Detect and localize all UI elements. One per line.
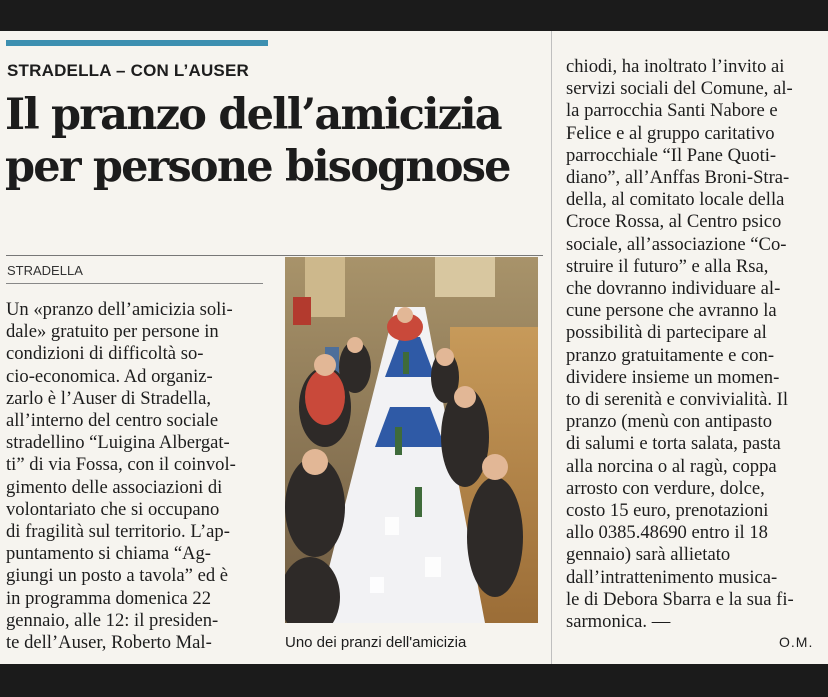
body-text-line: to di serenità e convivialità. Il bbox=[566, 389, 789, 411]
body-text-line: in programma domenica 22 bbox=[6, 587, 211, 609]
accent-rule bbox=[6, 40, 268, 46]
body-text-line: arrosto con verdure, dolce, bbox=[566, 477, 765, 499]
body-text-line: stradellino “Luigina Albergat- bbox=[6, 432, 230, 454]
body-text-line: della, al comitato locale della bbox=[566, 189, 785, 211]
body-text-line: pranzo gratuitamente e con- bbox=[566, 344, 775, 366]
column-divider bbox=[551, 31, 552, 664]
body-text-line: te dell’Auser, Roberto Mal- bbox=[6, 632, 212, 654]
body-text-line: volontariato che si occupano bbox=[6, 498, 220, 520]
body-text-line: condizioni di difficoltà so- bbox=[6, 343, 204, 365]
author-signature: O.M. bbox=[779, 634, 814, 650]
body-text-line: gennaio, alle 12: il presiden- bbox=[6, 609, 219, 631]
body-text-line: la parrocchia Santi Nabore e bbox=[566, 100, 778, 122]
body-text-line: ti” di via Fossa, con il coinvol- bbox=[6, 454, 236, 476]
article-body-left bbox=[6, 299, 266, 654]
body-text-line: Felice e al gruppo caritativo bbox=[566, 122, 775, 144]
body-text-line: di fragilità sul territorio. L’ap- bbox=[6, 521, 230, 543]
body-text-line: servizi sociali del Comune, al- bbox=[566, 78, 793, 100]
body-text-line: allo 0385.48690 entro il 18 bbox=[566, 522, 768, 544]
body-text-line: sociale, all’associazione “Co- bbox=[566, 233, 787, 255]
body-text-line: che dovranno individuare al- bbox=[566, 278, 781, 300]
divider bbox=[6, 255, 543, 256]
section-kicker: STRADELLA – CON L’AUSER bbox=[7, 61, 249, 80]
headline bbox=[5, 89, 545, 193]
body-text-line: cune persone che avranno la bbox=[566, 300, 777, 322]
headline-line: per persone bisognose bbox=[5, 142, 510, 192]
body-text-line: all’interno del centro sociale bbox=[6, 410, 219, 432]
headline-line: Il pranzo dell’amicizia bbox=[5, 90, 501, 140]
divider bbox=[6, 283, 263, 284]
body-text-line: dividere insieme un momen- bbox=[566, 366, 780, 388]
article-body-right bbox=[566, 56, 818, 633]
body-text-line: cio-economica. Ad organiz- bbox=[6, 365, 213, 387]
body-text-line: di salumi e torta salata, pasta bbox=[566, 433, 781, 455]
body-text-line: struire il futuro” e alla Rsa, bbox=[566, 255, 769, 277]
dining-hall-photo bbox=[285, 257, 538, 623]
body-text-line: dall’intrattenimento musica- bbox=[566, 566, 778, 588]
body-text-line: diano”, all’Anffas Broni-Stra- bbox=[566, 167, 790, 189]
body-text-line: costo 15 euro, prenotazioni bbox=[566, 500, 769, 522]
newspaper-clipping bbox=[0, 31, 828, 664]
body-text-line: possibilità di partecipare al bbox=[566, 322, 767, 344]
body-text-line: sarmonica. — bbox=[566, 611, 671, 633]
body-text-line: zarlo è l’Auser di Stradella, bbox=[6, 387, 211, 409]
body-text-line: le di Debora Sbarra e la sua fi- bbox=[566, 588, 794, 610]
body-text-line: chiodi, ha inoltrato l’invito ai bbox=[566, 56, 785, 77]
body-text-line: Croce Rossa, al Centro psico bbox=[566, 211, 782, 233]
dateline: STRADELLA bbox=[7, 263, 83, 278]
body-text-line: giungi un posto a tavola” ed è bbox=[6, 565, 229, 587]
body-text-line: puntamento si chiama “Ag- bbox=[6, 543, 211, 565]
body-text-line: gimento delle associazioni di bbox=[6, 476, 223, 498]
body-text-line: dale» gratuito per persone in bbox=[6, 321, 219, 343]
body-text-line: Un «pranzo dell’amicizia soli- bbox=[6, 299, 233, 320]
body-text-line: pranzo (menù con antipasto bbox=[566, 411, 773, 433]
body-text-line: parrocchiale “Il Pane Quoti- bbox=[566, 144, 777, 166]
photo-caption: Uno dei pranzi dell'amicizia bbox=[285, 634, 467, 651]
event-photo bbox=[285, 257, 538, 623]
body-text-line: gennaio) sarà allietato bbox=[566, 544, 731, 566]
body-text-line: alla norcina o al ragù, coppa bbox=[566, 455, 777, 477]
